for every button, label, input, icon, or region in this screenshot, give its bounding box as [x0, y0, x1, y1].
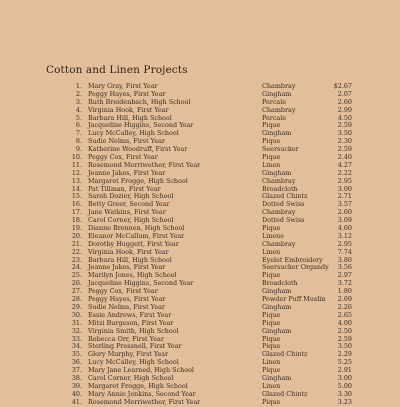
item-price: 2.40: [337, 153, 352, 162]
item-number: 29.: [71, 302, 82, 311]
student-name: Dianne Brennen, High School: [88, 224, 185, 233]
student-name: Mary Annie Jenkins, Second Year: [88, 389, 196, 398]
item-number: 32.: [71, 326, 82, 335]
item-price: 2.29: [337, 350, 352, 359]
item-price: 2.69: [337, 295, 352, 304]
student-name: Lucy McCalley, High School: [88, 129, 179, 138]
fabric-name: Gingham: [262, 168, 292, 177]
item-price: 3.80: [337, 255, 352, 264]
item-number: 38.: [71, 373, 82, 382]
fabric-name: Pique: [262, 137, 281, 146]
fabric-name: Seersucker Organdy: [262, 263, 329, 272]
fabric-name: Gingham: [262, 129, 292, 138]
item-price: 2.59: [337, 334, 352, 343]
student-name: Barbara Hill, High School: [88, 255, 172, 264]
item-number: 39.: [71, 381, 82, 390]
item-number: 37.: [71, 366, 82, 375]
item-number: 35.: [71, 350, 82, 359]
item-price: 2.59: [337, 145, 352, 154]
student-name: Dorothy Huggett, First Year: [88, 239, 179, 248]
student-name: Jeanne Jakes, First Year: [88, 168, 166, 177]
item-number: 6.: [75, 121, 82, 130]
item-number: 28.: [71, 295, 82, 304]
item-number: 16.: [71, 200, 82, 209]
fabric-name: Linen: [262, 358, 281, 367]
item-price: 3.09: [337, 216, 352, 225]
item-price: 3.72: [337, 279, 352, 288]
fabric-name: Pique: [262, 334, 281, 343]
item-price: 2.59: [337, 121, 352, 130]
student-name: Peggy Cox, First Year: [88, 287, 158, 296]
student-name: Carol Corner, High School: [88, 373, 174, 382]
item-price: 7.74: [337, 247, 352, 256]
fabric-name: Glazed Chintz: [262, 389, 308, 398]
item-number: 13.: [71, 176, 82, 185]
student-name: Eleanor McCallum, First Year: [88, 231, 185, 240]
item-price: 2.60: [337, 97, 352, 106]
item-number: 34.: [71, 342, 82, 351]
student-name: Mary Gray, First Year: [88, 82, 158, 90]
item-price: 2.95: [337, 176, 352, 185]
item-number: 3.: [75, 97, 82, 106]
fabric-name: Dotted Swiss: [262, 200, 305, 209]
fabric-name: Pique: [262, 342, 281, 351]
student-name: Jane Watkins, First Year: [88, 208, 166, 217]
fabric-name: Glazed Chintz: [262, 350, 308, 359]
student-name: Glory Murphy, First Year: [88, 350, 169, 359]
item-price: 4.50: [337, 113, 352, 122]
item-number: 18.: [71, 216, 82, 225]
item-number: 26.: [71, 279, 82, 288]
item-price: 4.00: [337, 318, 352, 327]
student-name: Barbara Hill, High School: [88, 113, 172, 122]
student-name: Essie Andrews, First Year: [88, 310, 172, 319]
fabric-name: Gingham: [262, 302, 292, 311]
student-name: Rosemond Merriwether, First Year: [88, 397, 201, 406]
item-number: 9.: [75, 145, 82, 154]
student-name: Lucy McCalley, High School: [88, 358, 179, 367]
item-number: 30.: [71, 310, 82, 319]
fabric-name: Linen: [262, 247, 281, 256]
item-price: 2.97: [337, 271, 352, 280]
student-name: Margaret Frogge, High School: [88, 381, 188, 390]
fabric-name: Pique: [262, 310, 281, 319]
fabric-name: Pique: [262, 153, 281, 162]
item-price: 3.12: [337, 231, 352, 240]
student-name: Pat Tillman, First Year: [88, 184, 161, 193]
fabric-name: Gingham: [262, 89, 292, 98]
student-name: Margaret Frogge, High School: [88, 176, 188, 185]
item-number: 20.: [71, 231, 82, 240]
fabric-name: Pique: [262, 271, 281, 280]
item-number: 24.: [71, 263, 82, 272]
item-price: 2.99: [337, 105, 352, 114]
fabric-name: Gingham: [262, 373, 292, 382]
fabric-name: Broadcloth: [262, 279, 298, 288]
item-number: 12.: [71, 168, 82, 177]
item-price: 2.65: [337, 310, 352, 319]
item-price: 2.91: [337, 366, 352, 375]
fabric-name: Percale: [262, 113, 287, 122]
item-price: 3.00: [337, 373, 352, 382]
item-price: 3.56: [337, 263, 352, 272]
page-title: Cotton and Linen Projects: [46, 64, 188, 76]
item-number: 36.: [71, 358, 82, 367]
fabric-name: Pique: [262, 318, 281, 327]
item-price: $2.67: [333, 82, 352, 90]
student-name: Sarah Dozier, High School: [88, 192, 174, 201]
fabric-name: Chambray: [262, 208, 296, 217]
item-number: 2.: [75, 89, 82, 98]
fabric-name: Eyelet Embroidery: [262, 255, 323, 264]
item-number: 17.: [71, 208, 82, 217]
student-name: Virginia Hook, First Year: [88, 247, 169, 256]
item-number: 19.: [71, 224, 82, 233]
item-price: 1.80: [337, 287, 352, 296]
student-name: Marilyn Jones, High School: [88, 271, 177, 280]
item-number: 7.: [75, 129, 82, 138]
item-price: 3.30: [337, 389, 352, 398]
item-price: 2.07: [337, 89, 352, 98]
item-number: 40.: [71, 389, 82, 398]
item-price: 2.95: [337, 239, 352, 248]
fabric-name: Pique: [262, 224, 281, 233]
item-number: 5.: [75, 113, 82, 122]
item-number: 21.: [71, 239, 82, 248]
student-name: Betty Greer, Second Year: [88, 200, 170, 209]
item-number: 10.: [71, 153, 82, 162]
fabric-name: Gingham: [262, 287, 292, 296]
student-name: Jacqueline Higgins, Second Year: [88, 121, 194, 130]
student-name: Rosemond Merriwether, First Year: [88, 160, 201, 169]
fabric-name: Linene: [262, 231, 285, 240]
student-name: Mitzi Burgeson, First Year: [88, 318, 174, 327]
fabric-name: Chambray: [262, 105, 296, 114]
student-name: Katherine Woodruff, First Year: [88, 145, 188, 154]
item-number: 41.: [71, 397, 82, 406]
item-number: 33.: [71, 334, 82, 343]
student-name: Carol Corner, High School: [88, 216, 174, 225]
item-price: 3.50: [337, 129, 352, 138]
fabric-name: Linen: [262, 160, 281, 169]
student-name: Sterling Pressnell, First Year: [88, 342, 182, 351]
fabric-name: Pique: [262, 121, 281, 130]
item-price: 5.25: [337, 358, 352, 367]
item-number: 4.: [75, 105, 82, 114]
item-price: 4.27: [337, 160, 352, 169]
fabric-name: Powder Puff Muslin: [262, 295, 326, 304]
fabric-name: Chambray: [262, 82, 296, 90]
student-name: Virginia Hook, First Year: [88, 105, 169, 114]
student-name: Sudie Nelms, First Year: [88, 137, 165, 146]
item-price: 3.00: [337, 184, 352, 193]
item-price: 3.50: [337, 342, 352, 351]
student-name: Mary Jane Learned, High School: [88, 366, 194, 375]
item-price: 3.23: [337, 397, 352, 406]
item-number: 14.: [71, 184, 82, 193]
item-number: 25.: [71, 271, 82, 280]
fabric-name: Gingham: [262, 326, 292, 335]
item-number: 27.: [71, 287, 82, 296]
item-price: 2.30: [337, 137, 352, 146]
item-price: 2.60: [337, 208, 352, 217]
student-name: Peggy Hayes, First Year: [88, 295, 166, 304]
item-price: 2.26: [337, 302, 352, 311]
item-number: 8.: [75, 137, 82, 146]
item-number: 31.: [71, 318, 82, 327]
fabric-name: Linen: [262, 381, 281, 390]
item-number: 1.: [75, 82, 82, 90]
fabric-name: Chambray: [262, 239, 296, 248]
item-number: 15.: [71, 192, 82, 201]
student-name: Sudie Nelms, First Year: [88, 302, 165, 311]
student-name: Ruth Breidenbach, High School: [88, 97, 191, 106]
fabric-name: Chambray: [262, 176, 296, 185]
item-number: 11.: [71, 160, 82, 169]
fabric-name: Pique: [262, 397, 281, 406]
student-name: Jacqueline Higgins, Second Year: [88, 279, 194, 288]
item-number: 22.: [71, 247, 82, 256]
item-price: 2.22: [337, 168, 352, 177]
item-price: 2.71: [337, 192, 352, 201]
item-price: 2.50: [337, 326, 352, 335]
student-name: Peggy Cox, First Year: [88, 153, 158, 162]
fabric-name: Percale: [262, 97, 287, 106]
fabric-name: Pique: [262, 366, 281, 375]
item-price: 5.00: [337, 381, 352, 390]
student-name: Jeanne Jakes, First Year: [88, 263, 166, 272]
fabric-name: Broadcloth: [262, 184, 298, 193]
item-number: 23.: [71, 255, 82, 264]
student-name: Virginia Smith, High School: [88, 326, 179, 335]
project-list: [0, 83, 400, 407]
student-name: Peggy Hayes, First Year: [88, 89, 166, 98]
fabric-name: Glazed Chintz: [262, 192, 308, 201]
student-name: Rebecca Orr, First Year: [88, 334, 164, 343]
fabric-name: Dotted Swiss: [262, 216, 305, 225]
item-price: 3.57: [337, 200, 352, 209]
item-price: 4.60: [337, 224, 352, 233]
fabric-name: Seersucker: [262, 145, 299, 154]
